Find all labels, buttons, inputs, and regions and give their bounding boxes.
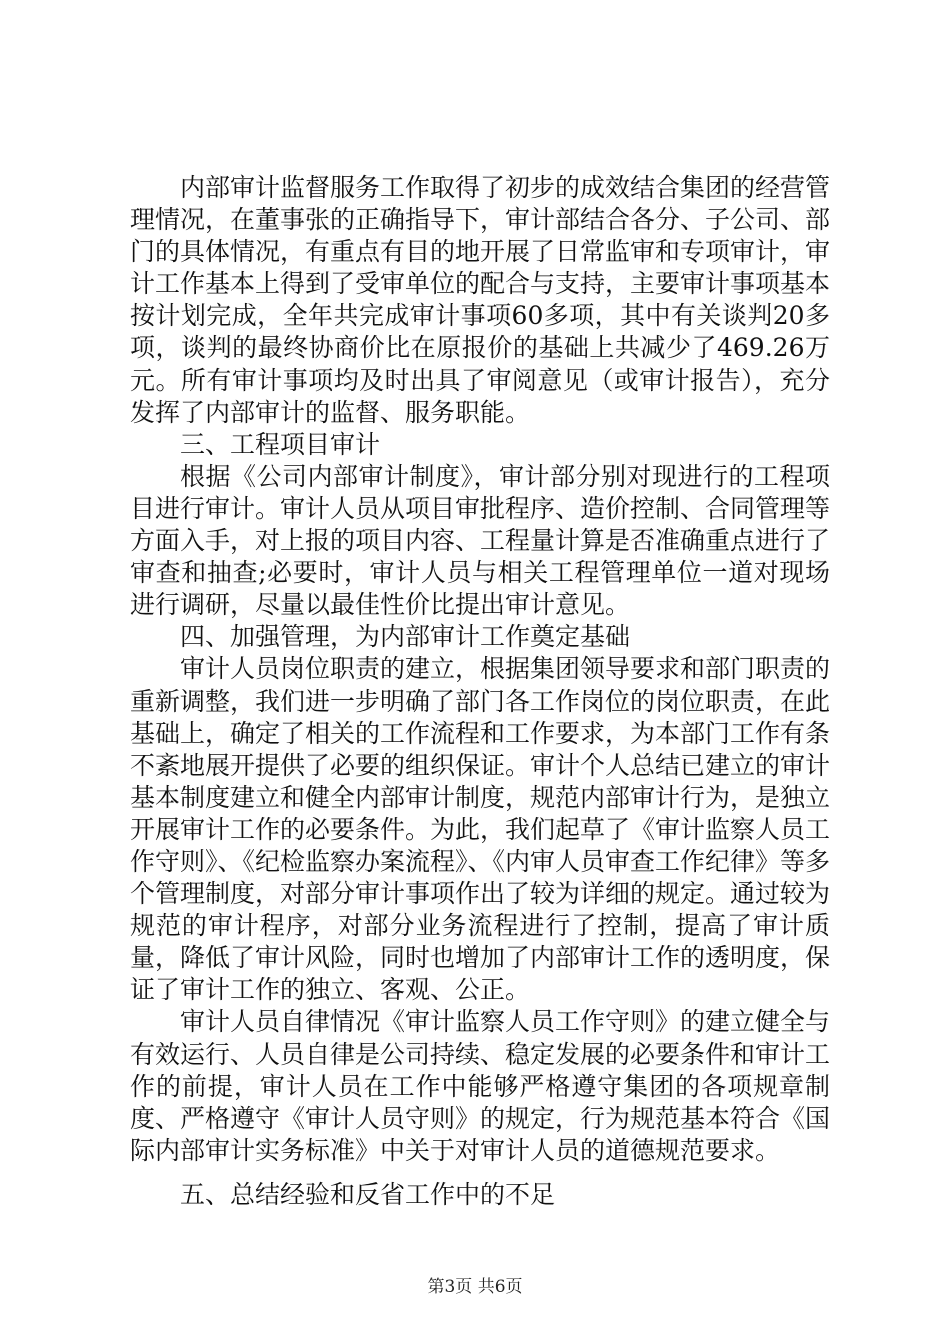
paragraph-engineering-audit: 根据《公司内部审计制度》，审计部分别对现进行的工程项目进行审计。审计人员从项目审批程序、造价控制、合同管理等方面入手，对上报的项目内容、工程量计算是否准确重点进行了审查和抽查;必要时，审计人员与相关工程管理单位一道对现场进行调研，尽量以最佳性价比提出审计意见。 [130,461,831,620]
heading-strengthen-management: 四、加强管理，为内部审计工作奠定基础 [180,622,631,652]
paragraph-post-responsibilities: 审计人员岗位职责的建立，根据集团领导要求和部门职责的重新调整，我们进一步明确了部门各工作岗位的岗位职责，在此基础上，确定了相关的工作流程和工作要求，为本部门工作有条不紊地展开提供了必要的组织保证。审计个人总结已建立的审计基本制度建立和健全内部审计制度，规范内部审计行为，是独立开展审计工作的必要条件。为此，我们起草了《审计监察人员工作守则》、《纪检监察办案流程》、《内审人员审查工作纪律》等多个管理制度，对部分审计事项作出了较为详细的规定。通过较为规范的审计程序，对部分业务流程进行了控制，提高了审计质量，降低了审计风险，同时也增加了内部审计工作的透明度，保证了审计工作的独立、客观、公正。 [130,654,831,1005]
paragraph-self-discipline: 审计人员自律情况《审计监察人员工作守则》的建立健全与有效运行、人员自律是公司持续、稳定发展的必要条件和审计工作的前提，审计人员在工作中能够严格遵守集团的各项规章制度、严格遵守《审计人员守则》的规定，行为规范基本符合《国际内部审计实务标准》中关于对审计人员的道德规范要求。 [130,1007,831,1165]
paragraph-internal-audit-summary: 内部审计监督服务工作取得了初步的成效结合集团的经营管理情况，在董事张的正确指导下，审计部结合各分、子公司、部门的具体情况，有重点有目的地开展了日常监审和专项审计，审计工作基本上得到了受审单位的配合与支持，主要审计事项基本按计划完成，全年共完成审计事项60多项，其中有关谈判20多项，谈判的最终协商价比在原报价的基础上共减少了469.26万元。所有审计事项均及时出具了审阅意见（或审计报告），充分发挥了内部审计的监督、服务职能。 [130,173,831,427]
document-body [130,172,830,1211]
page-number-footer: 第3页 共6页 [427,1277,523,1297]
heading-engineering-audit: 三、工程项目审计 [180,429,381,459]
heading-summary-lessons: 五、总结经验和反省工作中的不足 [180,1179,556,1209]
